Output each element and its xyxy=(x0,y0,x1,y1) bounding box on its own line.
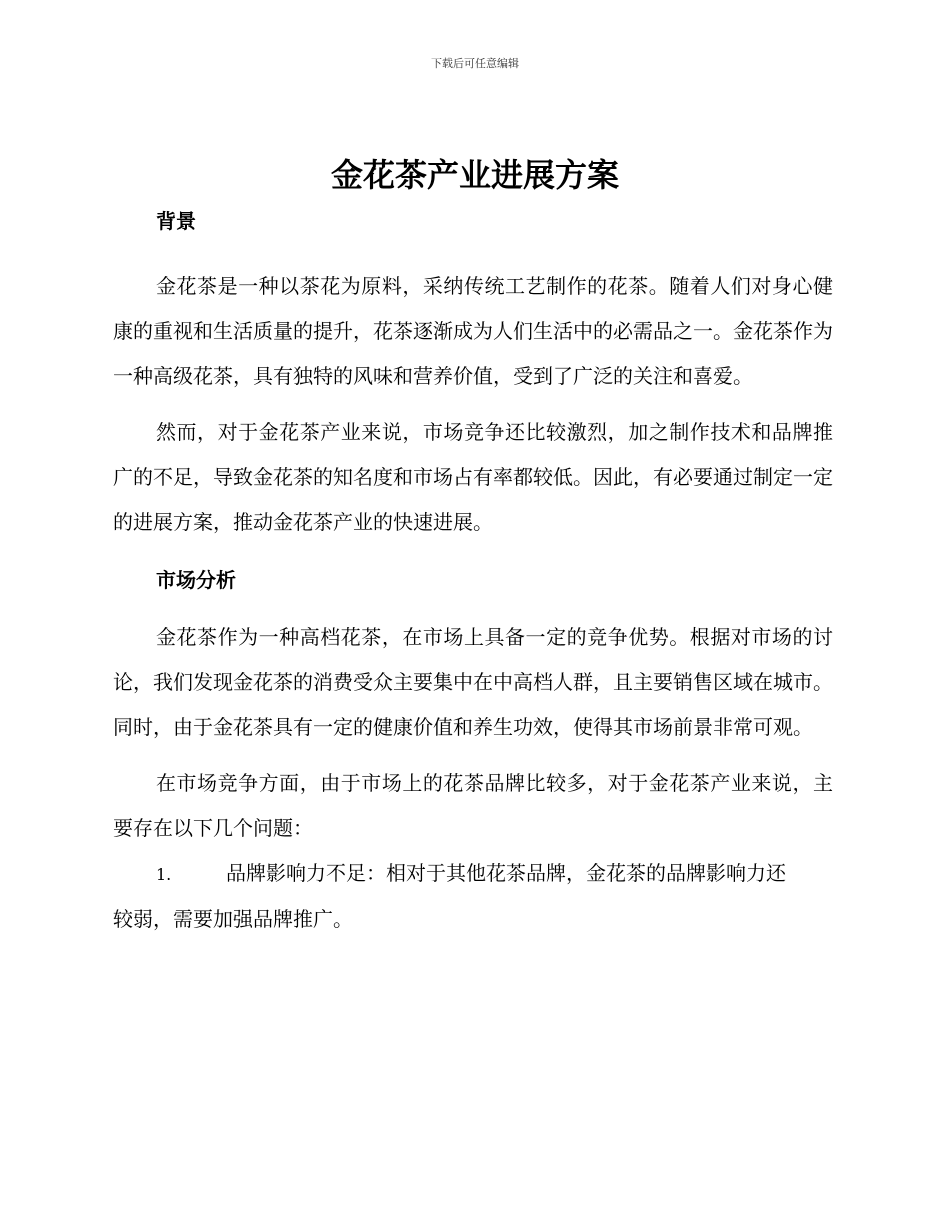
document-body xyxy=(113,205,833,942)
header-note: 下载后可任意编辑 xyxy=(431,57,519,70)
list-item-text-rest: 较弱，需要加强品牌推广。 xyxy=(113,907,353,931)
document-title: 金花茶产业进展方案 xyxy=(330,156,619,194)
section-heading-market-analysis: 市场分析 xyxy=(156,568,236,592)
list-item-number: 1. xyxy=(156,865,172,884)
list-item-text-first: 品牌影响力不足：相对于其他花茶品牌，金花茶的品牌影响力还 xyxy=(226,861,786,885)
paragraph: 金花茶作为一种高档花茶，在市场上具备一定的竞争优势。根据对市场的讨论，我们发现金花茶的消费受众主要集中在中高档人群，且主要销售区域在城市。同时，由于金花茶具有一定的健康价值和养生功效，使得其市场前景非常可观。 xyxy=(113,625,833,739)
paragraph: 在市场竞争方面，由于市场上的花茶品牌比较多，对于金花茶产业来说，主要存在以下几个问题： xyxy=(113,771,833,840)
paragraph: 然而，对于金花茶产业来说，市场竞争还比较激烈，加之制作技术和品牌推广的不足，导致金花茶的知名度和市场占有率都较低。因此，有必要通过制定一定的进展方案，推动金花茶产业的快速进展。 xyxy=(113,420,833,534)
list-item xyxy=(113,851,833,942)
paragraph: 金花茶是一种以茶花为原料，采纳传统工艺制作的花茶。随着人们对身心健康的重视和生活质量的提升，花茶逐渐成为人们生活中的必需品之一。金花茶作为一种高级花茶，具有独特的风味和营养价值，受到了广泛的关注和喜爱。 xyxy=(113,274,833,388)
section-heading-background: 背景 xyxy=(156,209,196,233)
